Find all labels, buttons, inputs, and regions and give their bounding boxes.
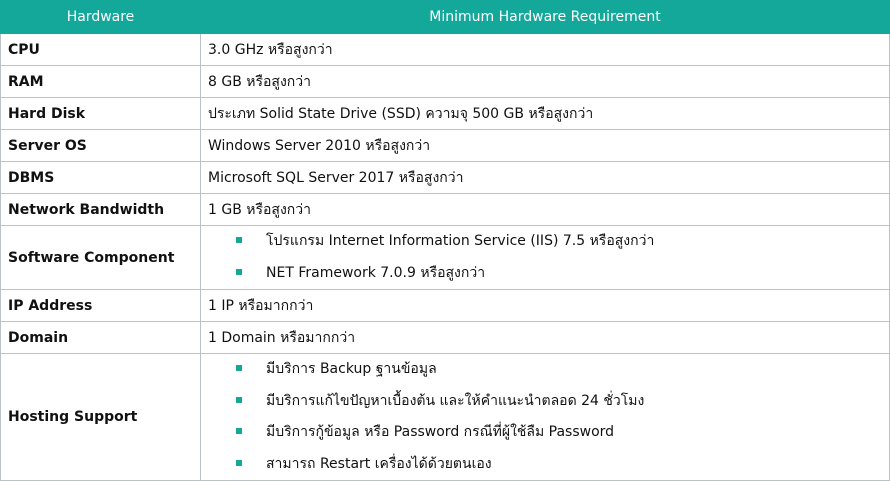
hardware-cell: IP Address xyxy=(1,290,201,322)
table-row xyxy=(1,290,890,322)
list-item-text: โปรแกรม Internet Information Service (IIS) 7.5 หรือสูงกว่า xyxy=(266,233,655,249)
requirement-list-cell xyxy=(201,354,890,481)
hardware-cell: DBMS xyxy=(1,162,201,194)
list-item-text: มีบริการ Backup ฐานข้อมูล xyxy=(266,361,437,377)
square-bullet-icon xyxy=(236,428,242,434)
hardware-cell: Hosting Support xyxy=(1,354,201,481)
requirement-cell: 3.0 GHz หรือสูงกว่า xyxy=(201,34,890,66)
table-row xyxy=(1,194,890,226)
header-hardware: Hardware xyxy=(1,1,201,34)
table-row xyxy=(1,162,890,194)
square-bullet-icon xyxy=(236,460,242,466)
square-bullet-icon xyxy=(236,237,242,243)
requirement-cell: Microsoft SQL Server 2017 หรือสูงกว่า xyxy=(201,162,890,194)
list-item xyxy=(234,258,882,290)
table-row xyxy=(1,130,890,162)
list-item xyxy=(234,417,882,449)
table-row xyxy=(1,354,890,481)
list-item xyxy=(234,354,882,386)
table-row xyxy=(1,98,890,130)
hardware-cell: Software Component xyxy=(1,226,201,290)
requirement-cell: 8 GB หรือสูงกว่า xyxy=(201,66,890,98)
hardware-cell: CPU xyxy=(1,34,201,66)
requirement-cell: Windows Server 2010 หรือสูงกว่า xyxy=(201,130,890,162)
requirement-list xyxy=(208,226,882,289)
list-item-text: มีบริการแก้ไขปัญหาเบื้องต้น และให้คำแนะนำตลอด 24 ชั่วโมง xyxy=(266,392,645,409)
hardware-cell: Server OS xyxy=(1,130,201,162)
table-row xyxy=(1,226,890,290)
list-item-text: สามารถ Restart เครื่องได้ด้วยตนเอง xyxy=(266,455,492,472)
requirement-list xyxy=(208,354,882,480)
list-item-text: NET Framework 7.0.9 หรือสูงกว่า xyxy=(266,264,486,281)
hardware-cell: RAM xyxy=(1,66,201,98)
table-row xyxy=(1,66,890,98)
list-item xyxy=(234,449,882,481)
square-bullet-icon xyxy=(236,397,242,403)
table-row xyxy=(1,322,890,354)
list-item-text: มีบริการกู้ข้อมูล หรือ Password กรณีที่ผู้ใช้ลืม Password xyxy=(266,424,615,440)
hardware-cell: Domain xyxy=(1,322,201,354)
requirement-cell: ประเภท Solid State Drive (SSD) ความจุ 500 GB หรือสูงกว่า xyxy=(201,98,890,130)
hardware-cell: Hard Disk xyxy=(1,98,201,130)
list-item xyxy=(234,226,882,258)
square-bullet-icon xyxy=(236,269,242,275)
table-row xyxy=(1,34,890,66)
requirement-cell: 1 GB หรือสูงกว่า xyxy=(201,194,890,226)
requirement-list-cell xyxy=(201,226,890,290)
square-bullet-icon xyxy=(236,365,242,371)
table-header-row xyxy=(1,1,890,34)
hardware-cell: Network Bandwidth xyxy=(1,194,201,226)
requirement-cell: 1 IP หรือมากกว่า xyxy=(201,290,890,322)
header-requirement: Minimum Hardware Requirement xyxy=(201,1,890,34)
requirement-cell: 1 Domain หรือมากกว่า xyxy=(201,322,890,354)
list-item xyxy=(234,386,882,418)
